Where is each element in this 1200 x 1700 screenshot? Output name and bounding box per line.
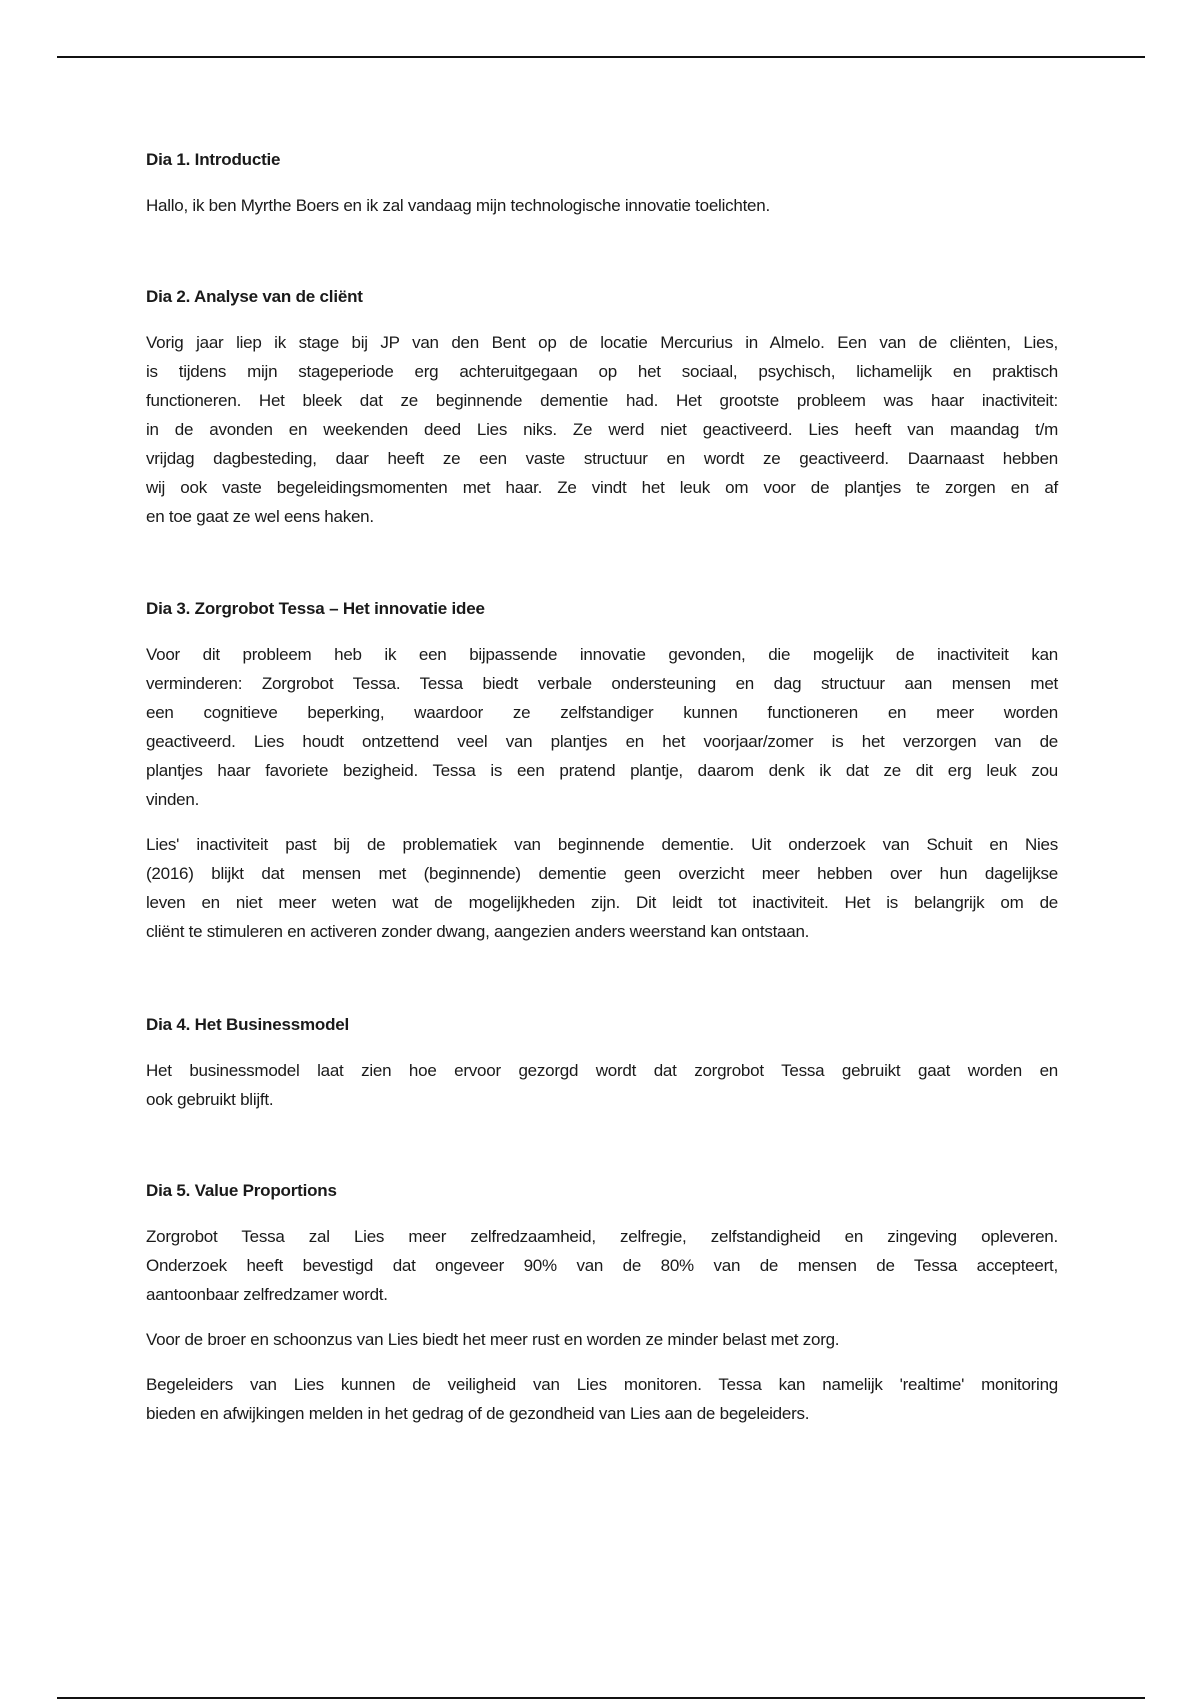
footer-rule bbox=[57, 1697, 1145, 1699]
text-line: ook gebruikt blijft. bbox=[146, 1090, 274, 1109]
paragraph bbox=[146, 1325, 1058, 1354]
text-line: Lies' inactiviteit past bij de problematiek van beginnende dementie. Uit onderzoek van Schuit en Nies bbox=[146, 835, 1058, 854]
section-heading: Dia 2. Analyse van de cliënt bbox=[146, 287, 363, 306]
text-line: leven en niet meer weten wat de mogelijkheden zijn. Dit leidt tot inactiviteit. Het is belangrijk om de bbox=[146, 893, 1058, 912]
section-dia-3 bbox=[146, 594, 1058, 962]
text-line: Voor dit probleem heb ik een bijpassende innovatie gevonden, die mogelijk de inactiviteit kan bbox=[146, 645, 1058, 664]
section-heading: Dia 4. Het Businessmodel bbox=[146, 1015, 350, 1034]
paragraph bbox=[146, 328, 1058, 531]
paragraph bbox=[146, 830, 1058, 946]
text-line: Vorig jaar liep ik stage bij JP van den Bent op de locatie Mercurius in Almelo. Een van de cliënten, Lies, bbox=[146, 333, 1058, 352]
text-line: (2016) blijkt dat mensen met (beginnende) dementie geen overzicht meer hebben over hun dagelijkse bbox=[146, 864, 1058, 883]
text-line: verminderen: Zorgrobot Tessa. Tessa biedt verbale ondersteuning en dag structuur aan mensen met bbox=[146, 674, 1058, 693]
text-line: Voor de broer en schoonzus van Lies biedt het meer rust en worden ze minder belast met zorg. bbox=[146, 1330, 840, 1349]
section-dia-4 bbox=[146, 1010, 1058, 1130]
text-line: vrijdag dagbesteding, daar heeft ze een vaste structuur en wordt ze geactiveerd. Daarnaast hebben bbox=[146, 449, 1058, 468]
text-line: vinden. bbox=[146, 790, 200, 809]
section-dia-1 bbox=[146, 145, 1058, 236]
text-line: cliënt te stimuleren en activeren zonder dwang, aangezien anders weerstand kan ontstaan. bbox=[146, 922, 810, 941]
paragraph bbox=[146, 1222, 1058, 1309]
text-line: Begeleiders van Lies kunnen de veiligheid van Lies monitoren. Tessa kan namelijk 'realtime' monitoring bbox=[146, 1375, 1058, 1394]
text-line: is tijdens mijn stageperiode erg achteruitgegaan op het sociaal, psychisch, lichamelijk en praktisch bbox=[146, 362, 1058, 381]
paragraph bbox=[146, 1056, 1058, 1114]
header-rule bbox=[57, 56, 1145, 58]
text-line: Zorgrobot Tessa zal Lies meer zelfredzaamheid, zelfregie, zelfstandigheid en zingeving opleveren. bbox=[146, 1227, 1058, 1246]
section-heading: Dia 1. Introductie bbox=[146, 150, 281, 169]
section-dia-2 bbox=[146, 282, 1058, 547]
text-line: Onderzoek heeft bevestigd dat ongeveer 90% van de 80% van de mensen de Tessa accepteert, bbox=[146, 1256, 1058, 1275]
section-heading: Dia 3. Zorgrobot Tessa – Het innovatie idee bbox=[146, 599, 485, 618]
paragraph bbox=[146, 640, 1058, 814]
text-line: een cognitieve beperking, waardoor ze zelfstandiger kunnen functioneren en meer worden bbox=[146, 703, 1058, 722]
section-heading: Dia 5. Value Proportions bbox=[146, 1181, 337, 1200]
text-line: Het businessmodel laat zien hoe ervoor gezorgd wordt dat zorgrobot Tessa gebruikt gaat worden en bbox=[146, 1061, 1058, 1080]
paragraph bbox=[146, 191, 1058, 220]
text-line: geactiveerd. Lies houdt ontzettend veel van plantjes en het voorjaar/zomer is het verzorgen van de bbox=[146, 732, 1058, 751]
text-line: Hallo, ik ben Myrthe Boers en ik zal vandaag mijn technologische innovatie toelichten. bbox=[146, 196, 770, 215]
text-line: functioneren. Het bleek dat ze beginnende dementie had. Het grootste probleem was haar inactiviteit: bbox=[146, 391, 1058, 410]
paragraph bbox=[146, 1370, 1058, 1428]
text-line: in de avonden en weekenden deed Lies niks. Ze werd niet geactiveerd. Lies heeft van maandag t/m bbox=[146, 420, 1058, 439]
section-dia-5 bbox=[146, 1176, 1058, 1444]
text-line: aantoonbaar zelfredzamer wordt. bbox=[146, 1285, 388, 1304]
text-line: wij ook vaste begeleidingsmomenten met haar. Ze vindt het leuk om voor de plantjes te zorgen en af bbox=[146, 478, 1058, 497]
text-line: en toe gaat ze wel eens haken. bbox=[146, 507, 374, 526]
text-line: bieden en afwijkingen melden in het gedrag of de gezondheid van Lies aan de begeleiders. bbox=[146, 1404, 810, 1423]
text-line: plantjes haar favoriete bezigheid. Tessa is een pratend plantje, daarom denk ik dat ze dit erg leuk zou bbox=[146, 761, 1058, 780]
